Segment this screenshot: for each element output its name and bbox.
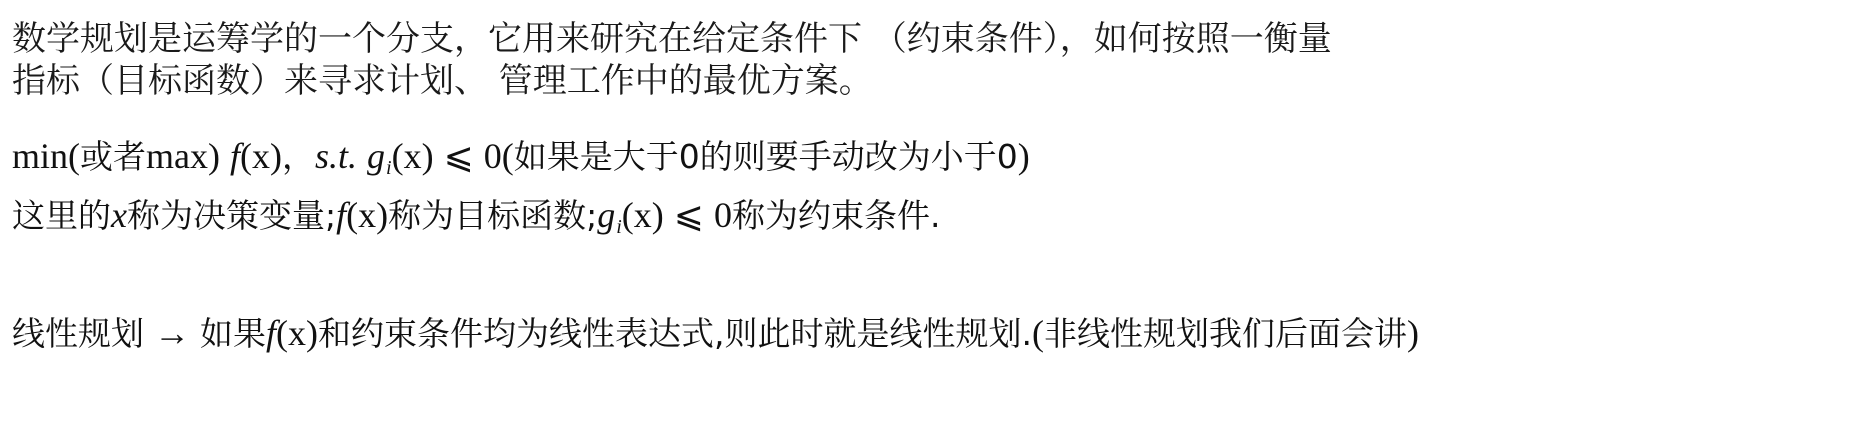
definition-line: [12, 197, 940, 237]
linear-note: 非线性规划我们后面会讲: [1043, 314, 1407, 353]
definition-text-2: 称为决策变量;: [126, 196, 337, 235]
min-operator: min: [12, 136, 69, 176]
intro-line-1: 数学规划是运筹学的一个分支，它用来研究在给定条件下 （约束条件），如何按照一衡量: [12, 19, 1332, 59]
constraint-subscript-2: i: [616, 216, 622, 238]
objective-function-symbol: f: [230, 136, 241, 176]
linear-text-3: 和约束条件均为线性表达式,则此时就是线性规划.: [318, 314, 1032, 353]
note-paren-close: ): [1017, 136, 1030, 176]
linear-programming-line: [12, 315, 1419, 351]
constraint-argument-2: (x): [621, 195, 664, 235]
formula-note: 如果是大于0的则要手动改为小于0: [513, 137, 1018, 176]
zero-value: 0: [483, 136, 502, 176]
linear-text-1: 线性规划: [12, 314, 144, 353]
definition-text-3: 称为目标函数;: [388, 196, 598, 235]
arrow-symbol: →: [154, 313, 190, 353]
zero-value-2: 0: [713, 195, 732, 235]
max-operator: max: [146, 136, 208, 176]
definition-text-4: 称为约束条件.: [731, 196, 941, 235]
paren-open: (: [68, 136, 81, 176]
formula-comma: ，: [282, 137, 315, 176]
objective-function-argument-3: (x): [276, 313, 318, 353]
subject-to-label: s.t.: [315, 136, 358, 176]
intro-line-2: 指标（目标函数）来寻求计划、 管理工作中的最优方案。: [12, 61, 873, 101]
leq-symbol-2: ⩽: [673, 195, 704, 235]
constraint-function-symbol: g: [367, 136, 386, 176]
constraint-function-symbol-2: g: [597, 195, 616, 235]
objective-function-symbol-2: f: [336, 195, 347, 235]
or-text: 或者: [80, 137, 147, 176]
constraint-subscript: i: [386, 157, 392, 179]
linear-text-2: 如果: [200, 314, 266, 353]
objective-formula: [12, 138, 1030, 178]
linear-note-paren-close: ): [1406, 313, 1419, 353]
decision-variable-symbol: x: [111, 195, 127, 235]
note-paren-open: (: [501, 136, 514, 176]
objective-function-argument-2: (x): [346, 195, 389, 235]
objective-function-argument: (x): [240, 136, 282, 176]
objective-function-symbol-3: f: [266, 313, 277, 353]
linear-note-paren-open: (: [1031, 313, 1044, 353]
paren-close: ): [208, 136, 220, 176]
leq-symbol: ⩽: [443, 136, 474, 176]
constraint-argument: (x): [391, 136, 434, 176]
definition-text-1: 这里的: [12, 196, 111, 235]
